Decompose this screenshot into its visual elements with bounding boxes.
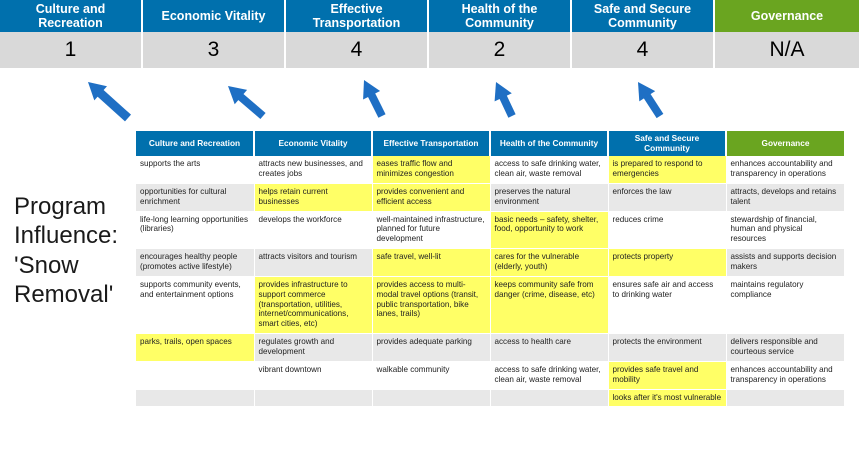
- matrix-cell: attracts, develops and retains talent: [726, 183, 844, 211]
- matrix-cell: walkable community: [372, 361, 490, 389]
- matrix-cell: provides adequate parking: [372, 334, 490, 362]
- scorecard: [0, 0, 859, 68]
- scorecard-score-row: [0, 32, 859, 68]
- matrix-header-4[interactable]: Safe and Secure Community: [608, 131, 726, 156]
- up-left-arrow-2: [363, 80, 382, 116]
- page-title: Program Influence: 'Snow Removal': [14, 193, 119, 308]
- matrix-cell: safe travel, well-lit: [372, 249, 490, 277]
- matrix-body: [136, 156, 844, 407]
- scorecard-score-3: 2: [429, 32, 572, 68]
- matrix-cell: reduces crime: [608, 211, 726, 249]
- arrow-group: [0, 70, 859, 130]
- matrix-cell: access to safe drinking water, clean air, waste removal: [490, 361, 608, 389]
- matrix-cell: preserves the natural environment: [490, 183, 608, 211]
- matrix-cell: keeps community safe from danger (crime, disease, etc): [490, 276, 608, 333]
- matrix-cell: delivers responsible and courteous service: [726, 334, 844, 362]
- matrix-cell: ensures safe air and access to drinking water: [608, 276, 726, 333]
- scorecard-header-label: Culture and Recreation: [35, 2, 106, 30]
- matrix-cell: provides infrastructure to support commerce (transportation, utilities, internet/communications, smart cities, etc): [254, 276, 372, 333]
- table-row: [136, 183, 844, 211]
- matrix-cell: enhances accountability and transparency in operations: [726, 156, 844, 183]
- matrix-cell: life-long learning opportunities (libraries): [136, 211, 254, 249]
- matrix-header-2[interactable]: Effective Transportation: [372, 131, 490, 156]
- matrix-cell: vibrant downtown: [254, 361, 372, 389]
- up-left-arrow-1: [228, 86, 263, 116]
- matrix-cell: eases traffic flow and minimizes congestion: [372, 156, 490, 183]
- scorecard-header-label: Economic Vitality: [161, 9, 266, 23]
- matrix-cell: maintains regulatory compliance: [726, 276, 844, 333]
- matrix-cell: supports the arts: [136, 156, 254, 183]
- table-row: [136, 389, 844, 407]
- scorecard-score-2: 4: [286, 32, 429, 68]
- matrix-cell: provides safe travel and mobility: [608, 361, 726, 389]
- matrix-cell: provides convenient and efficient access: [372, 183, 490, 211]
- matrix-cell: [726, 389, 844, 407]
- matrix-cell: assists and supports decision makers: [726, 249, 844, 277]
- table-row: [136, 334, 844, 362]
- matrix-cell: supports community events, and entertainment options: [136, 276, 254, 333]
- matrix-cell: protects the environment: [608, 334, 726, 362]
- scorecard-header-label: Effective Transportation: [312, 2, 401, 30]
- table-row: [136, 361, 844, 389]
- scorecard-header-2[interactable]: [286, 0, 429, 32]
- scorecard-score-0: 1: [0, 32, 143, 68]
- matrix-cell: attracts new businesses, and creates jobs: [254, 156, 372, 183]
- matrix-cell: stewardship of financial, human and physical resources: [726, 211, 844, 249]
- matrix-header-0[interactable]: Culture and Recreation: [136, 131, 254, 156]
- matrix-cell: [254, 389, 372, 407]
- matrix-cell: basic needs – safety, shelter, food, opportunity to work: [490, 211, 608, 249]
- matrix-header-3[interactable]: Health of the Community: [490, 131, 608, 156]
- up-left-arrow-0: [88, 82, 128, 118]
- table-row: [136, 156, 844, 183]
- up-left-arrow-4: [638, 82, 660, 116]
- scorecard-header-4[interactable]: [572, 0, 715, 32]
- matrix-cell: opportunities for cultural enrichment: [136, 183, 254, 211]
- scorecard-header-label: Health of the Community: [461, 2, 538, 30]
- matrix-header-5[interactable]: Governance: [726, 131, 844, 156]
- scorecard-header-5[interactable]: [715, 0, 859, 32]
- table-row: [136, 249, 844, 277]
- scorecard-score-5: N/A: [715, 32, 859, 68]
- matrix-cell: [136, 361, 254, 389]
- scorecard-header-3[interactable]: [429, 0, 572, 32]
- matrix-cell: [490, 389, 608, 407]
- matrix-cell: access to health care: [490, 334, 608, 362]
- scorecard-header-0[interactable]: [0, 0, 143, 32]
- matrix-cell: well-maintained infrastructure, planned for future development: [372, 211, 490, 249]
- matrix-cell: develops the workforce: [254, 211, 372, 249]
- matrix-cell: parks, trails, open spaces: [136, 334, 254, 362]
- matrix-cell: access to safe drinking water, clean air, waste removal: [490, 156, 608, 183]
- scorecard-header-row: [0, 0, 859, 32]
- matrix-cell: [136, 389, 254, 407]
- matrix-header-row: [136, 131, 844, 156]
- matrix-cell: regulates growth and development: [254, 334, 372, 362]
- matrix-cell: helps retain current businesses: [254, 183, 372, 211]
- up-left-arrow-3: [495, 82, 512, 116]
- influence-matrix: [136, 131, 845, 407]
- matrix-cell: is prepared to respond to emergencies: [608, 156, 726, 183]
- matrix-cell: cares for the vulnerable (elderly, youth): [490, 249, 608, 277]
- scorecard-header-label: Safe and Secure Community: [593, 2, 692, 30]
- matrix-header-1[interactable]: Economic Vitality: [254, 131, 372, 156]
- table-row: [136, 211, 844, 249]
- scorecard-score-4: 4: [572, 32, 715, 68]
- matrix-cell: [372, 389, 490, 407]
- matrix-cell: protects property: [608, 249, 726, 277]
- table-row: [136, 276, 844, 333]
- matrix-cell: enforces the law: [608, 183, 726, 211]
- scorecard-header-label: Governance: [750, 9, 824, 23]
- matrix-cell: enhances accountability and transparency in operations: [726, 361, 844, 389]
- scorecard-score-1: 3: [143, 32, 286, 68]
- scorecard-header-1[interactable]: [143, 0, 286, 32]
- matrix-cell: provides access to multi-modal travel options (transit, public transportation, bike lanes, trails): [372, 276, 490, 333]
- matrix-cell: attracts visitors and tourism: [254, 249, 372, 277]
- matrix-cell: looks after it's most vulnerable: [608, 389, 726, 407]
- matrix-cell: encourages healthy people (promotes active lifestyle): [136, 249, 254, 277]
